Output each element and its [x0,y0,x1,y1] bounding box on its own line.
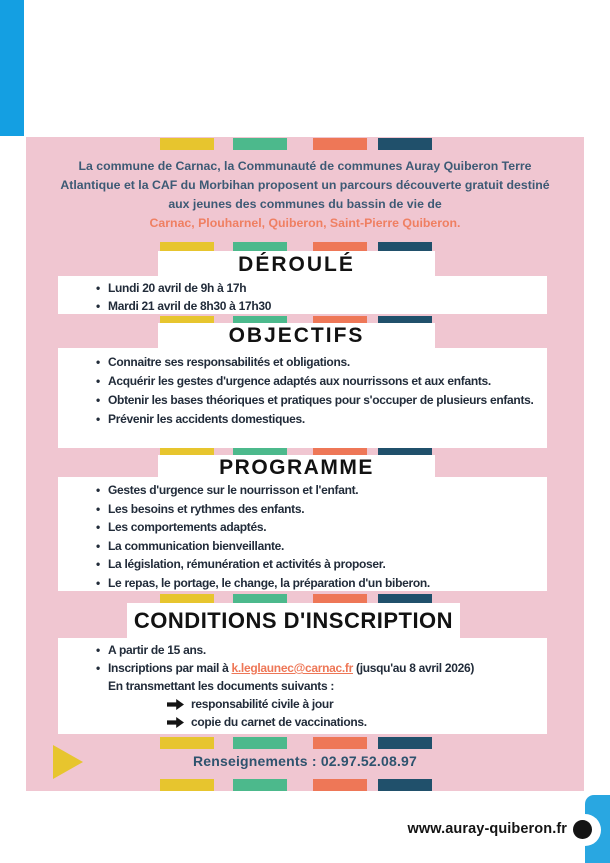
dash-yellow [160,138,214,150]
list-item: • Les besoins et rythmes des enfants. [94,500,543,519]
section-content-programme [58,477,547,591]
intro-line: Atlantique et la CAF du Morbihan proposent un parcours découverte gratuit destiné [60,178,550,192]
list-item: • La législation, rémunération et activités à proposer. [94,555,543,574]
list-item: • Gestes d'urgence sur le nourrisson et l'enfant. [94,481,543,500]
dash-navy [378,138,432,150]
programme-list [58,477,547,592]
document-item-label: responsabilité civile à jour [191,697,334,711]
dash-coral [313,737,367,749]
dash-navy [378,779,432,791]
dash-yellow [160,737,214,749]
dash-row-bottom [26,779,584,791]
arrow-right-icon [167,699,184,710]
conditions-list [58,638,547,677]
section-content-objectifs [58,348,547,448]
document-item [167,713,547,731]
email-link[interactable]: k.leglaunec@carnac.fr [231,661,353,675]
dash-green [233,779,287,791]
objectifs-list [58,348,547,429]
website-url: www.auray-quiberon.fr [407,821,567,837]
dash-green [233,737,287,749]
section-title-programme: PROGRAMME [158,455,435,481]
list-item: • Obtenir les bases théoriques et pratiques pour s'occuper de plusieurs enfants. [94,391,543,410]
document-item [167,695,547,713]
section-content-conditions [58,638,547,734]
section-title-deroule: DÉROULÉ [158,251,435,278]
list-item: • A partir de 15 ans. [94,641,543,659]
list-item: • Les comportements adaptés. [94,518,543,537]
dash-coral [313,138,367,150]
footer-black-dot-logo [573,820,592,839]
list-item: • Prévenir les accidents domestiques. [94,410,543,429]
dash-row-contact-top [26,737,584,749]
intro-line: La commune de Carnac, la Communauté de communes Auray Quiberon Terre [78,159,532,173]
list-item: • Lundi 20 avril de 9h à 17h [94,279,543,297]
document-item-label: copie du carnet de vaccinations. [191,715,367,729]
list-item: • Le repas, le portage, le change, la préparation d'un biberon. [94,574,543,593]
dash-navy [378,737,432,749]
list-item: • Connaitre ses responsabilités et obligations. [94,353,543,372]
top-left-blue-accent-bar [0,0,24,136]
main-pink-panel [26,137,584,791]
section-title-conditions: CONDITIONS D'INSCRIPTION [127,603,460,639]
section-content-deroule [58,276,547,314]
deroule-list [58,276,547,315]
list-item: • Acquérir les gestes d'urgence adaptés aux nourrissons et aux enfants. [94,372,543,391]
dash-coral [313,779,367,791]
intro-communes-highlight: Carnac, Plouharnel, Quiberon, Saint-Pierre Quiberon. [149,216,461,230]
documents-intro: En transmettant les documents suivants : [108,679,335,693]
contact-info: Renseignements : 02.97.52.08.97 [192,753,418,769]
section-title-objectifs: OBJECTIFS [158,323,435,349]
inscription-text-pre: Inscriptions par mail à [108,661,232,675]
inscription-text-post: (jusqu'au 8 avril 2026) [352,661,475,675]
dash-green [233,138,287,150]
list-item: • Mardi 21 avril de 8h30 à 17h30 [94,297,543,315]
list-item: • La communication bienveillante. [94,537,543,556]
arrow-right-icon [167,717,184,728]
dash-yellow [160,779,214,791]
list-item-inscription [94,659,543,677]
dash-row-top [26,138,584,150]
intro-line: aux jeunes des communes du bassin de vie de [168,197,442,211]
intro-paragraph [26,157,584,233]
